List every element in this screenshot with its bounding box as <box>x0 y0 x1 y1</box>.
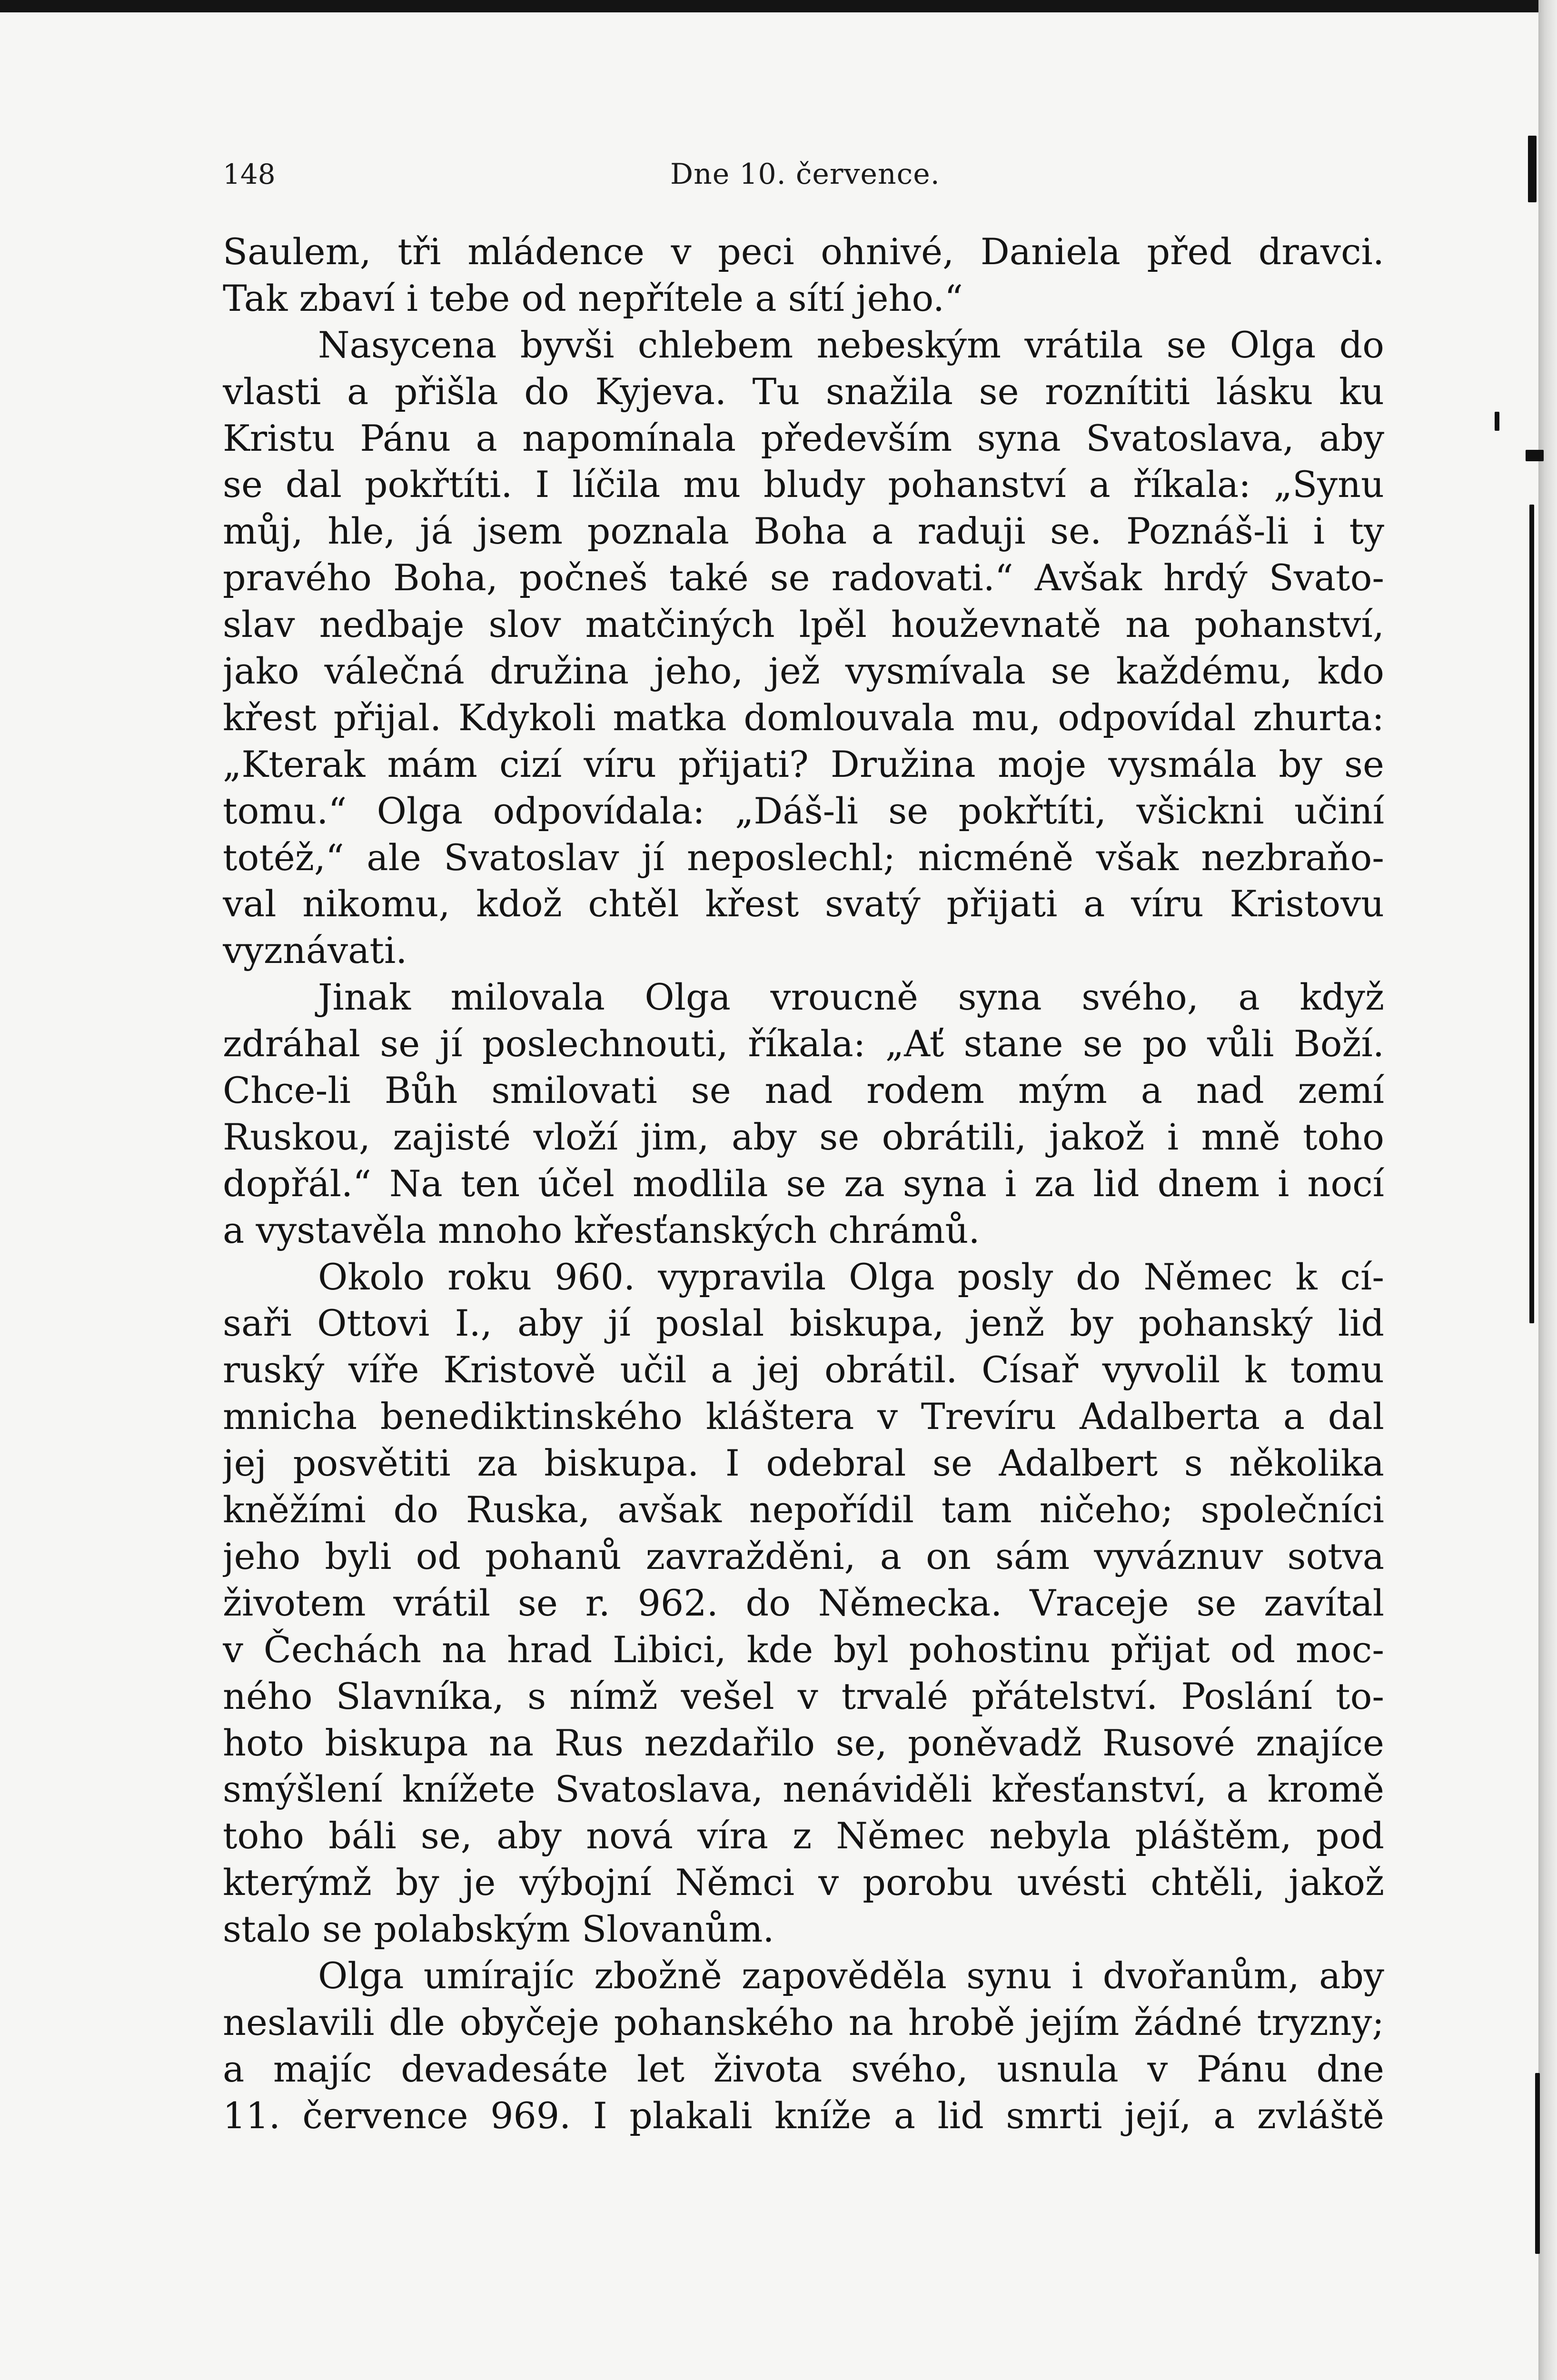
text-line: ruský víře Kristově učil a jej obrátil. Císař vyvolil k tomu <box>223 1349 1384 1391</box>
running-title: Dne 10. července. <box>670 158 940 191</box>
scan-mark <box>1528 136 1537 202</box>
text-line: můj, hle, já jsem poznala Boha a raduji se. Poznáš-li i ty <box>223 510 1384 553</box>
text-line: Okolo roku 960. vypravila Olga posly do Němec k cí- <box>318 1255 1384 1298</box>
scan-mark <box>1495 412 1499 431</box>
text-line: tomu.“ Olga odpovídala: „Dáš-li se pokřtíti, všickni učiní <box>223 789 1384 832</box>
text-line: Ruskou, zajisté vloží jim, aby se obrátili, jakož i mně toho <box>223 1115 1384 1158</box>
scan-mark <box>1535 2073 1540 2254</box>
text-line: Chce-li Bůh smilovati se nad rodem mým a nad zemí <box>223 1069 1384 1112</box>
scan-mark <box>1526 450 1544 461</box>
text-line: křest přijal. Kdykoli matka domlouvala mu, odpovídal zhurta: <box>223 696 1384 739</box>
text-line: kněžími do Ruska, avšak nepořídil tam ničeho; společníci <box>223 1488 1384 1531</box>
text-line: kterýmž by je výbojní Němci v porobu uvésti chtěli, jakož <box>223 1861 1384 1904</box>
text-line: pravého Boha, počneš také se radovati.“ Avšak hrdý Svato- <box>223 556 1384 599</box>
text-line: Jinak milovala Olga vroucně syna svého, a když <box>318 976 1384 1019</box>
text-line: val nikomu, kdož chtěl křest svatý přijati a víru Kristovu <box>223 883 1384 925</box>
running-header <box>223 152 1384 196</box>
text-line: jej posvětiti za biskupa. I odebral se Adalbert s několika <box>223 1442 1384 1485</box>
scan-right-margin <box>1538 0 1557 2380</box>
text-line: v Čechách na hrad Libici, kde byl pohostinu přijat od moc- <box>223 1628 1384 1671</box>
page-number: 148 <box>223 158 276 190</box>
text-line: toho báli se, aby nová víra z Němec nebyla pláštěm, pod <box>223 1815 1384 1857</box>
text-line: Saulem, tři mládence v peci ohnivé, Daniela před dravci. <box>223 230 1384 273</box>
text-line: dopřál.“ Na ten účel modlila se za syna i za lid dnem i nocí <box>223 1162 1384 1205</box>
text-line: saři Ottovi I., aby jí poslal biskupa, jenž by pohanský lid <box>223 1302 1384 1345</box>
text-line: vyznávati. <box>223 929 407 972</box>
text-line: a majíc devadesáte let života svého, usnula v Pánu dne <box>223 2047 1384 2090</box>
body-text <box>223 228 1384 2139</box>
text-line: mnicha benediktinského kláštera v Trevíru Adalberta a dal <box>223 1395 1384 1438</box>
text-line: jeho byli od pohanů zavražděni, a on sám vyváznuv sotva <box>223 1535 1384 1577</box>
scan-top-border <box>0 0 1557 12</box>
text-line: a vystavěla mnoho křesťanských chrámů. <box>223 1209 980 1251</box>
text-line: slav nedbaje slov matčiných lpěl houževnatě na pohanství, <box>223 603 1384 646</box>
text-line: hoto biskupa na Rus nezdařilo se, poněvadž Rusové znajíce <box>223 1721 1384 1764</box>
text-line: životem vrátil se r. 962. do Německa. Vraceje se zavítal <box>223 1581 1384 1624</box>
text-line: Tak zbaví i tebe od nepřítele a sítí jeho.“ <box>223 277 963 319</box>
text-line: stalo se polabským Slovanům. <box>223 1908 774 1951</box>
text-line: se dal pokřtíti. I líčila mu bludy pohanství a říkala: „Synu <box>223 463 1384 506</box>
text-line: Kristu Pánu a napomínala především syna Svatoslava, aby <box>223 416 1384 459</box>
text-line: „Kterak mám cizí víru přijati? Družina moje vysmála by se <box>223 743 1384 785</box>
text-line: ného Slavníka, s nímž vešel v trvalé přátelství. Poslání to- <box>223 1675 1384 1717</box>
text-line: vlasti a přišla do Kyjeva. Tu snažila se roznítiti lásku ku <box>223 370 1384 413</box>
text-line: Olga umírajíc zbožně zapověděla synu i dvořanům, aby <box>318 1954 1384 1997</box>
text-line: smýšlení knížete Svatoslava, nenáviděli křesťanství, a kromě <box>223 1768 1384 1811</box>
text-line: zdráhal se jí poslechnouti, říkala: „Ať stane se po vůli Boží. <box>223 1022 1384 1065</box>
text-line: totéž,“ ale Svatoslav jí neposlechl; nicméně však nezbraňo- <box>223 836 1384 879</box>
text-line: Nasycena byvši chlebem nebeským vrátila se Olga do <box>318 323 1384 366</box>
text-line: jako válečná družina jeho, jež vysmívala se každému, kdo <box>223 650 1384 693</box>
text-line: 11. července 969. I plakali kníže a lid smrti její, a zvláště <box>223 2094 1384 2137</box>
scan-mark <box>1529 505 1534 1323</box>
text-line: neslavili dle obyčeje pohanského na hrobě jejím žádné tryzny; <box>223 2001 1384 2043</box>
